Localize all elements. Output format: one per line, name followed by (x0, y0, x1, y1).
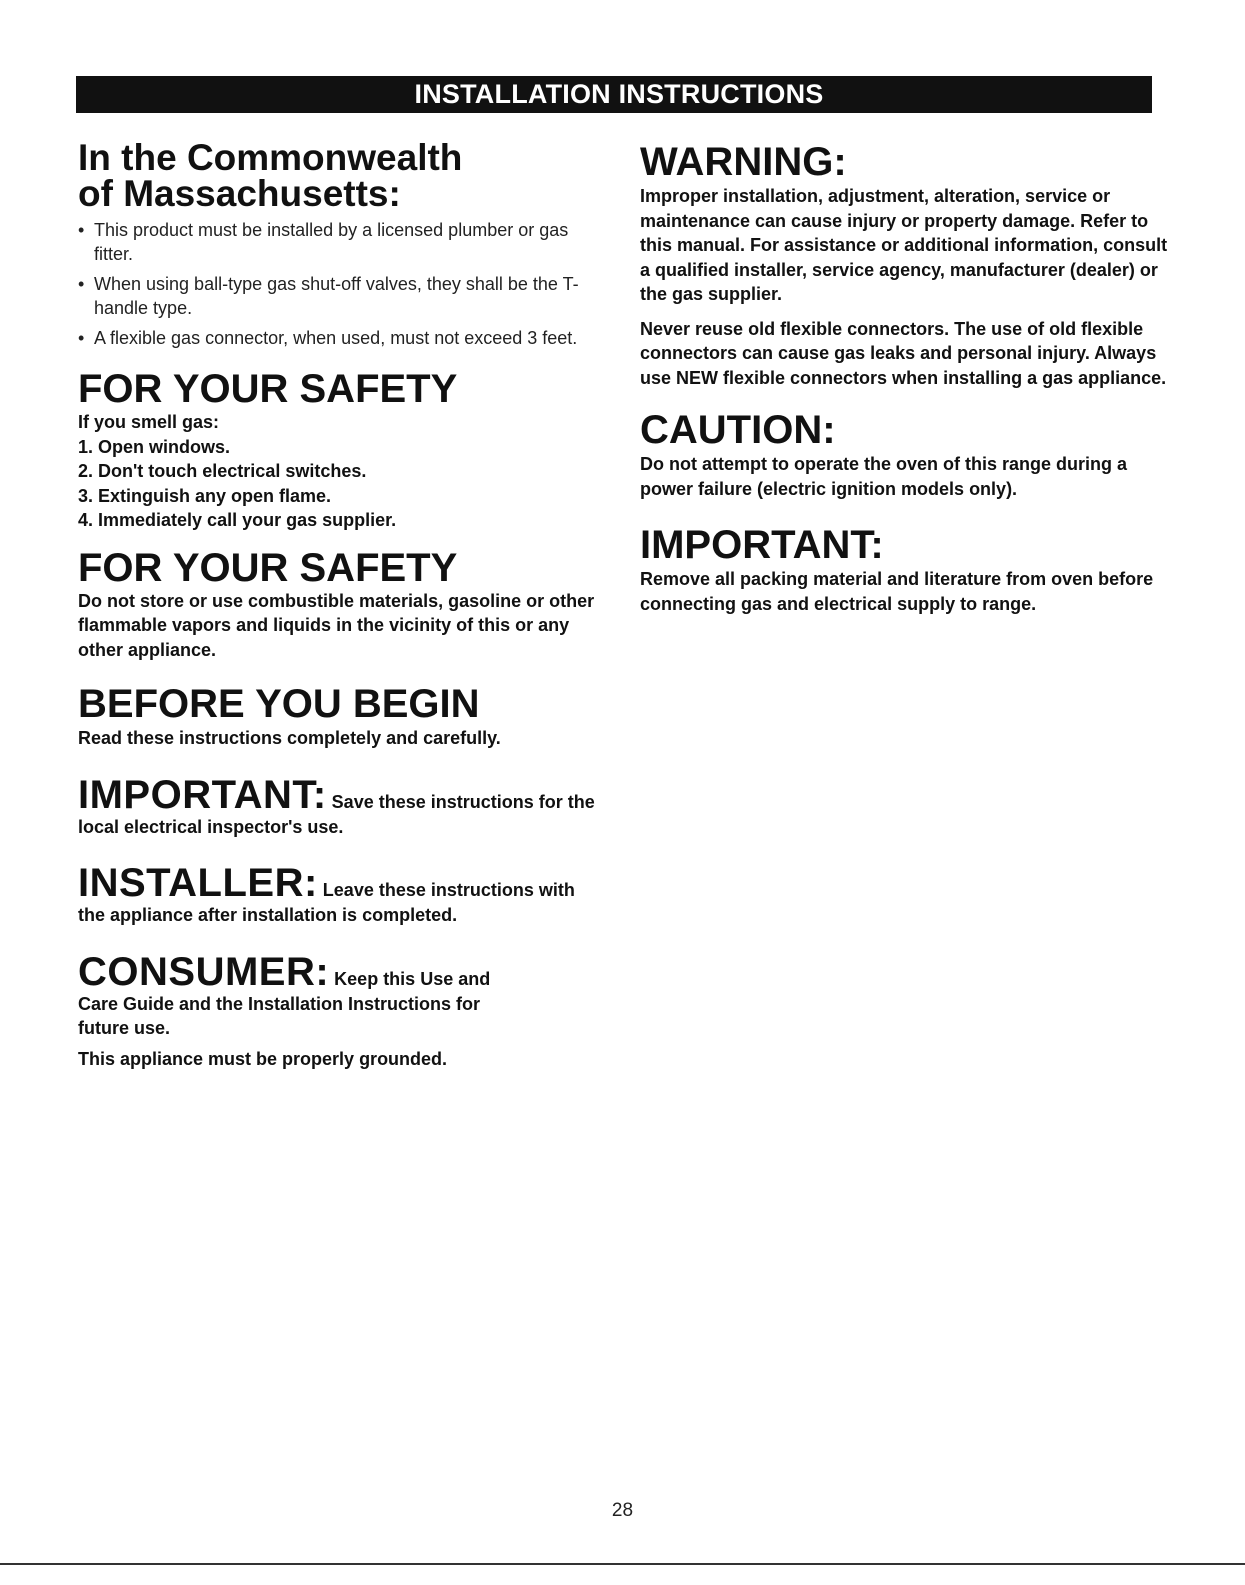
warning-para2: Never reuse old flexible connectors. The use of old flexible connectors can cause gas leaks and personal injury. Always use NEW flexible connectors when installing a gas appliance. (640, 318, 1167, 388)
installer-text (78, 863, 598, 928)
bullet-text: A flexible gas connector, when used, must not exceed 3 feet. (94, 328, 578, 348)
safety-intro: If you smell gas: (78, 412, 220, 432)
bullet-dot-icon: • (78, 220, 85, 240)
consumer-body: Keep this Use and Care Guide and the Installation Instructions for future use. (78, 968, 491, 1038)
bullet-dot-icon: • (78, 274, 85, 294)
important-packing-section (640, 523, 1180, 616)
safety-step: 1. Open windows. (78, 436, 231, 457)
bullet-text: This product must be installed by a licensed plumber or gas fitter. (94, 220, 569, 264)
safety-materials-section (78, 547, 598, 663)
list-item (78, 272, 598, 320)
safety-step: 3. Extinguish any open flame. (78, 485, 332, 506)
warning-heading: WARNING: (640, 140, 847, 184)
safety-step: 2. Don't touch electrical switches. (78, 461, 367, 481)
important-label: IMPORTANT: (78, 772, 327, 817)
massachusetts-heading (78, 137, 598, 214)
right-column (640, 140, 1180, 616)
installer-label: INSTALLER: (78, 861, 318, 905)
caution-heading: CAUTION: (640, 408, 836, 452)
caution-section (640, 408, 1180, 501)
important-body: Save these instructions for the local electrical inspector's use. (78, 791, 595, 837)
list-item (78, 326, 598, 350)
safety-heading: FOR YOUR SAFETY (78, 545, 458, 590)
consumer-section (78, 949, 498, 1072)
massachusetts-heading-line2: of Massachusetts: (78, 173, 401, 214)
left-column (78, 137, 598, 1071)
consumer-text (78, 949, 498, 1041)
before-you-begin-section (78, 682, 598, 751)
important-heading: IMPORTANT: (640, 523, 884, 567)
before-you-begin-heading: BEFORE YOU BEGIN (78, 682, 480, 726)
warning-para1: Improper installation, adjustment, alteration, service or maintenance can cause injury or property damage. Refer to this manual. For assistance or additional information, consult a qualified installer, service agency, manufacturer (dealer) or the gas supplier. (640, 186, 1168, 304)
page-number: 28 (611, 1500, 634, 1521)
massachusetts-section (78, 137, 598, 350)
bullet-text: When using ball-type gas shut-off valves, they shall be the T-handle type. (94, 274, 579, 318)
safety-heading: FOR YOUR SAFETY (78, 367, 458, 411)
massachusetts-bullets (78, 218, 598, 350)
important-packing-text: Remove all packing material and literature from oven before connecting gas and electrical supply to range. (640, 569, 1154, 614)
safety-gas-section (78, 368, 598, 533)
list-item (78, 218, 598, 266)
warning-section (640, 140, 1180, 390)
consumer-label: CONSUMER: (78, 949, 330, 994)
banner-title: INSTALLATION INSTRUCTIONS (414, 79, 824, 109)
bottom-rule (0, 1563, 1245, 1565)
important-inspector-section (78, 772, 598, 840)
bullet-dot-icon: • (78, 328, 85, 348)
massachusetts-heading-line1: In the Commonwealth (78, 137, 463, 178)
important-inspector-text (78, 772, 598, 840)
safety-materials-text: Do not store or use combustible materials, gasoline or other flammable vapors and liquids in the vicinity of this or any other appliance. (78, 590, 595, 660)
grounded-text: This appliance must be properly grounded. (78, 1048, 448, 1069)
installer-section (78, 863, 598, 928)
before-you-begin-text: Read these instructions completely and carefully. (78, 728, 501, 748)
section-banner (76, 76, 1152, 113)
caution-text: Do not attempt to operate the oven of this range during a power failure (electric ignition models only). (640, 454, 1128, 499)
safety-step: 4. Immediately call your gas supplier. (78, 510, 397, 530)
installer-body: Leave these instructions with the appliance after installation is completed. (78, 880, 575, 925)
